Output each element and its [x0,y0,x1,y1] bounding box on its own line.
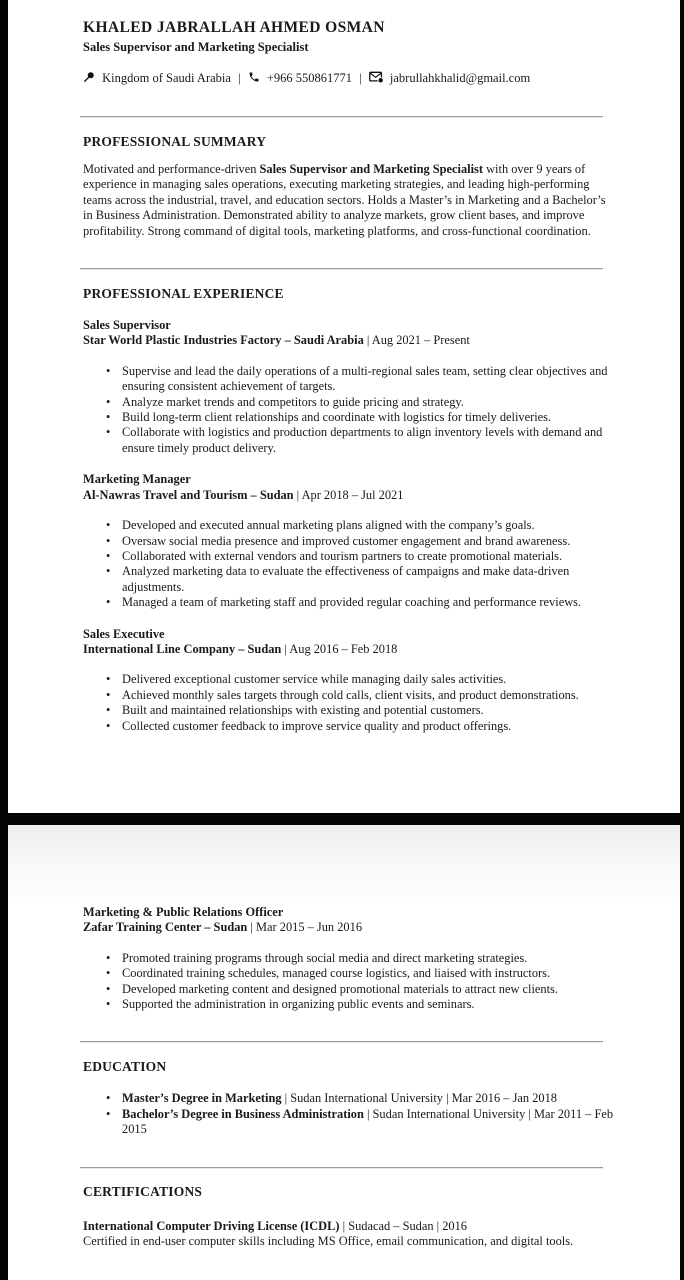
resume-page-2 [8,825,680,1280]
section-divider [80,116,603,118]
job-company: Zafar Training Center – Sudan [83,920,248,935]
job-bullet: • Collected customer feedback to improve service quality and product offerings. [83,719,615,734]
job-dates: | Aug 2016 – Feb 2018 [281,641,398,656]
job-bullet: • Analyze market trends and competitors to guide pricing and strategy. [83,395,615,410]
certification-entry [83,1219,615,1250]
job-bullet: • Coordinated training schedules, managed course logistics, and liaised with instructors. [83,966,615,981]
job-bullet-list [83,951,615,1013]
education-item [83,1107,615,1138]
location-pin-icon [83,71,95,87]
job-entry-sales-executive [83,627,615,734]
job-title: Sales Supervisor [83,318,171,333]
contact-phone: +966 550861771 [266,71,353,85]
contact-line [83,70,615,87]
job-bullet: • Build long-term client relationships and coordinate with logistics for timely deliveries. [83,410,615,425]
summary-highlight: Sales Supervisor and Marketing Specialist [259,162,484,176]
job-company-line [83,488,615,503]
candidate-name: KHALED JABRALLAH AHMED OSMAN [83,19,385,36]
summary-paragraph [83,162,615,239]
job-bullet: • Achieved monthly sales targets through cold calls, client visits, and product demonstrations. [83,688,615,703]
job-bullet-list [83,672,615,734]
certifications-heading: CERTIFICATIONS [83,1183,203,1199]
contact-separator: | [238,71,241,85]
contact-location: Kingdom of Saudi Arabia [102,71,231,85]
section-divider [80,268,603,270]
job-entry-marketing-pr-officer [83,905,615,1012]
job-company-line [83,920,615,935]
phone-icon [248,71,260,87]
job-bullet: • Collaborated with external vendors and tourism partners to create promotional materials. [83,549,615,564]
contact-separator: | [359,71,362,85]
education-degree: Master’s Degree in Marketing [122,1091,282,1106]
job-title: Sales Executive [83,626,165,641]
section-divider [80,1041,603,1043]
job-company: International Line Company – Sudan [83,641,282,656]
job-bullet: • Supervise and lead the daily operations of a multi-regional sales team, setting clear objectives and ensuring consistent achievement of targets. [83,364,615,395]
job-dates: | Mar 2015 – Jun 2016 [247,920,363,935]
job-title: Marketing & Public Relations Officer [83,905,284,919]
job-entry-marketing-manager [83,472,615,610]
job-company: Al-Nawras Travel and Tourism – Sudan [83,487,294,502]
job-dates: | Apr 2018 – Jul 2021 [293,487,404,502]
summary-intro: Motivated and performance-driven [83,162,260,176]
email-icon [369,71,383,87]
job-bullet: • Analyzed marketing data to evaluate the effectiveness of campaigns and make data-driven adjustments. [83,564,615,595]
job-bullet: • Oversaw social media presence and improved customer engagement and brand awareness. [83,534,615,549]
education-details: | Sudan International University | Mar 2016 – Jan 2018 [281,1091,557,1106]
job-bullet: • Collaborate with logistics and production departments to align inventory levels with demand and ensure timely product delivery. [83,425,615,456]
job-bullet: • Supported the administration in organizing public events and seminars. [83,997,615,1012]
certification-description: Certified in end-user computer skills including MS Office, email communication, and digital tools. [83,1234,574,1249]
job-bullet: • Developed marketing content and designed promotional materials to attract new clients. [83,982,615,997]
certification-name: International Computer Driving License (ICDL) [83,1218,340,1233]
job-bullet: • Managed a team of marketing staff and provided regular coaching and performance reviews. [83,595,615,610]
job-bullet: • Built and maintained relationships with existing and potential customers. [83,703,615,718]
job-company-line [83,642,615,657]
job-bullet-list [83,364,615,456]
job-bullet: • Promoted training programs through social media and direct marketing strategies. [83,951,615,966]
contact-email: jabrullahkhalid@gmail.com [389,71,531,85]
education-list [83,1091,615,1137]
education-degree: Bachelor’s Degree in Business Administration [122,1106,364,1121]
education-details: | Sudan International University | Mar 2011 – Feb 2015 [122,1106,614,1137]
certification-title-line [83,1219,615,1234]
resume-page-1 [8,0,680,813]
summary-rest: with over 9 years of experience in managing sales operations, executing marketing strategies, and leading high-performing teams across the industrial, travel, and education sectors. Holds a Master’s in Marketing and a Bachelor’s in Business Administration. Demonstrated ability to analyze markets, grow client bases, and improve profitability. Strong command of digital tools, marketing platforms, and cross-functional coordination. [83,162,606,238]
job-bullet: • Delivered exceptional customer service while managing daily sales activities. [83,672,615,687]
job-entry-sales-supervisor [83,318,615,456]
job-title: Marketing Manager [83,472,191,487]
job-bullet: • Developed and executed annual marketing plans aligned with the company’s goals. [83,518,615,533]
education-item [83,1091,615,1106]
certification-details: | Sudacad – Sudan | 2016 [339,1218,468,1233]
job-bullet-list [83,518,615,610]
experience-heading: PROFESSIONAL EXPERIENCE [83,286,284,302]
job-company-line [83,333,615,348]
education-heading: EDUCATION [83,1059,167,1075]
job-company: Star World Plastic Industries Factory – Saudi Arabia [83,333,364,348]
job-dates: | Aug 2021 – Present [363,333,470,348]
summary-heading: PROFESSIONAL SUMMARY [83,134,267,149]
section-divider [80,1167,603,1169]
candidate-title: Sales Supervisor and Marketing Specialist [83,40,309,54]
